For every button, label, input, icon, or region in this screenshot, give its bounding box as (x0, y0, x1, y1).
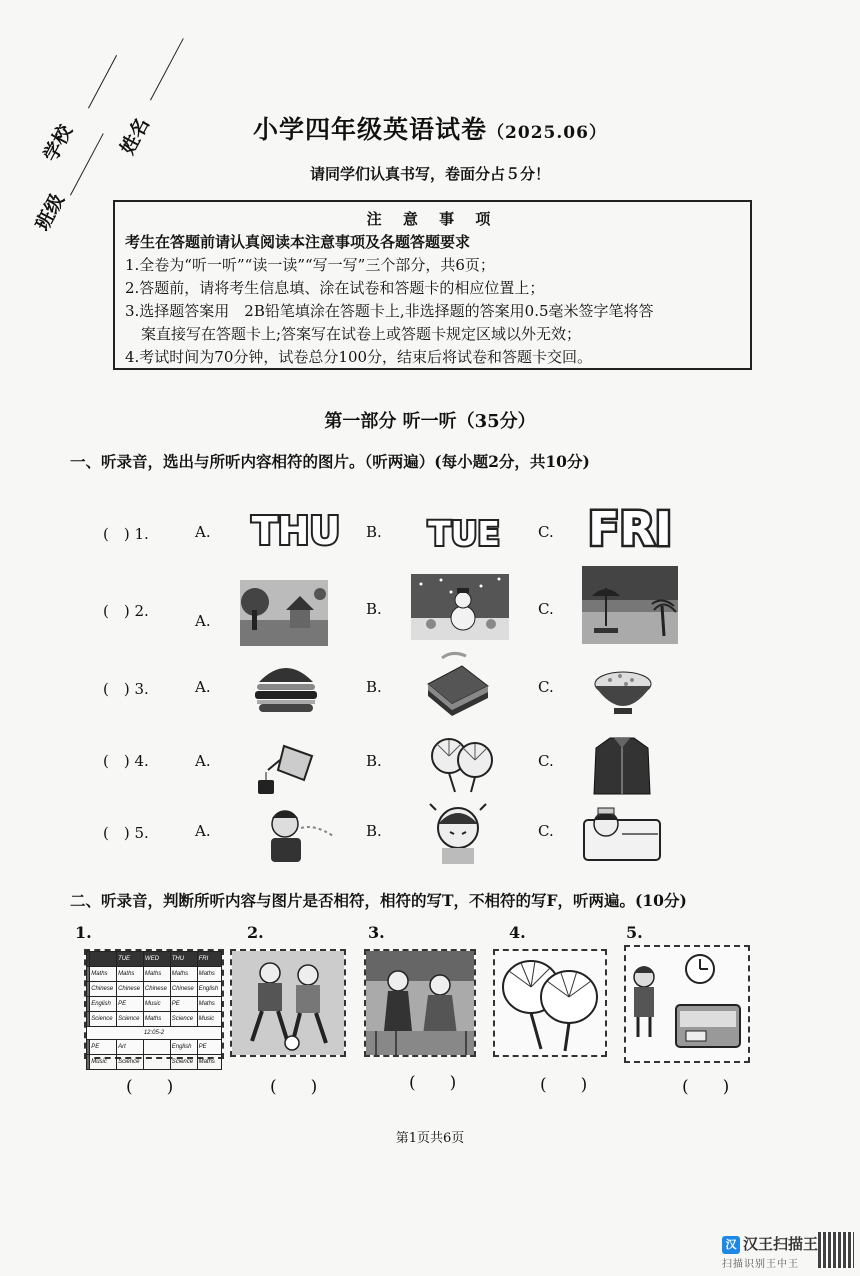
option-b: B. (366, 678, 382, 696)
option-c: C. (538, 523, 554, 541)
scanner-brand: 汉王扫描王 (743, 1235, 819, 1253)
timetable-cell: Science (170, 1012, 197, 1027)
tue-word: TUE (428, 514, 500, 553)
timetable-cell: Science (117, 1012, 144, 1027)
timetable (86, 951, 222, 1070)
option-a: A. (195, 612, 211, 630)
fans-picture (429, 736, 497, 794)
thu-word: THU (251, 509, 341, 553)
timetable-cell: English (90, 997, 117, 1012)
notice-heading: 注 意 事 项 (366, 210, 499, 228)
timetable-cell: Maths (197, 997, 221, 1012)
answer-paren[interactable]: ( ) (126, 1077, 174, 1097)
option-b: B. (366, 752, 382, 770)
option-a: A. (195, 752, 211, 770)
answer-paren[interactable]: ( ) (270, 1077, 318, 1097)
timetable-cell: Chinese (90, 982, 117, 997)
scanner-logo (722, 1233, 818, 1254)
timetable-cell: PE (170, 997, 197, 1012)
timetable-cell: Maths (170, 967, 197, 982)
beach-scene-picture (582, 566, 678, 644)
jacket-picture (590, 734, 654, 798)
school-line (88, 55, 117, 108)
pouring-water-picture (256, 740, 318, 796)
answer-paren[interactable]: ( ) (682, 1077, 730, 1097)
option-a: A. (195, 822, 211, 840)
snowman-scene-picture (411, 574, 509, 640)
fri-picture (582, 500, 678, 556)
bedroom-box (624, 945, 750, 1063)
school-label: 学校 (39, 121, 77, 166)
timetable-cell: Maths (197, 1055, 221, 1070)
notice-item: 1.全卷为“听一听”“读一读”“写一写”三个部分，共6页； (125, 256, 495, 274)
option-c: C. (538, 822, 554, 840)
option-a: A. (195, 678, 211, 696)
timetable-cell (143, 1040, 170, 1055)
timetable-cell: PE (90, 1040, 117, 1055)
option-b: B. (366, 523, 382, 541)
answer-paren[interactable]: ( ) (540, 1075, 588, 1095)
qr-code-icon (818, 1232, 854, 1268)
timetable-cell: Maths (90, 967, 117, 982)
sick-in-bed-picture (582, 800, 662, 864)
timetable-cell: 12:05-2 (87, 1027, 222, 1040)
notice-box (113, 200, 752, 370)
timetable-cell: Science (117, 1055, 144, 1070)
timetable-cell: Chinese (143, 982, 170, 997)
notice-item: 3.选择题答案用 2B铅笔填涂在答题卡上,非选择题的答案用0.5毫米签字笔将答 (125, 302, 654, 320)
timetable-cell: Music (143, 997, 170, 1012)
timetable-cell: Maths (197, 967, 221, 982)
timetable-cell: Art (117, 1040, 144, 1055)
timetable-cell: Science (170, 1055, 197, 1070)
option-c: C. (538, 678, 554, 696)
option-b: B. (366, 600, 382, 618)
title-text: 小学四年级英语试卷 (253, 115, 488, 144)
timetable-cell: FRI (197, 952, 221, 967)
question-number: ( ) 2. (103, 602, 149, 620)
notice-bold-line: 考生在答题前请认真阅读本注意事项及各题答题要求 (125, 233, 471, 251)
timetable-cell: Maths (143, 1012, 170, 1027)
scanner-badge-icon: 汉 (722, 1236, 740, 1254)
timetable-cell: Chinese (170, 982, 197, 997)
hamburger-picture (253, 658, 319, 714)
section1-title: 一、听录音，选出与所听内容相符的图片。（听两遍）(每小题2分，共10分) (70, 452, 590, 471)
notice-item: 2.答题前，请将考生信息填、涂在试卷和答题卡的相应位置上； (125, 279, 545, 297)
timetable-cell (90, 952, 117, 967)
sneezing-boy-picture (263, 804, 337, 864)
soccer-box (230, 949, 346, 1057)
headache-girl-picture (416, 796, 500, 866)
fans-box (493, 949, 607, 1057)
timetable-cell: WED (143, 952, 170, 967)
timetable-cell: THU (170, 952, 197, 967)
rice-picture (590, 662, 656, 718)
sandwich-picture (422, 650, 492, 718)
timetable-cell: Chinese (117, 982, 144, 997)
item-number: 3. (368, 923, 385, 942)
notice-item: 4.考试时间为70分钟，试卷总分100分，结束后将试卷和答题卡交回。 (125, 348, 593, 366)
page-footer: 第1页共6页 (395, 1131, 465, 1146)
item-number: 2. (247, 923, 264, 942)
timetable-cell: Maths (143, 967, 170, 982)
answer-paren[interactable]: ( ) (409, 1073, 457, 1093)
question-number: ( ) 1. (103, 525, 149, 543)
question-number: ( ) 4. (103, 752, 149, 770)
name-line (150, 38, 184, 100)
timetable-cell: Music (90, 1055, 117, 1070)
name-label: 姓名 (116, 114, 154, 159)
timetable-cell: TUE (117, 952, 144, 967)
tue-picture (421, 508, 507, 554)
children-box (364, 949, 476, 1057)
timetable-cell: PE (117, 997, 144, 1012)
option-b: B. (366, 822, 382, 840)
option-c: C. (538, 600, 554, 618)
item-number: 5. (626, 923, 643, 942)
timetable-cell (143, 1055, 170, 1070)
exam-title (0, 110, 860, 146)
scanner-slogan: 扫描识别王中王 (722, 1259, 799, 1270)
timetable-cell: PE (197, 1040, 221, 1055)
timetable-cell: English (170, 1040, 197, 1055)
bedroom-picture (626, 947, 748, 1061)
title-date: （2025.06） (487, 123, 607, 143)
timetable-cell: Science (90, 1012, 117, 1027)
timetable-cell: Maths (117, 967, 144, 982)
item-number: 4. (509, 923, 526, 942)
soccer-players-picture (232, 951, 344, 1055)
option-a: A. (195, 523, 211, 541)
timetable-cell: Music (197, 1012, 221, 1027)
question-number: ( ) 5. (103, 824, 149, 842)
thu-picture (246, 505, 346, 553)
fri-word: FRI (588, 502, 672, 556)
autumn-scene-picture (240, 580, 328, 646)
part1-title: 第一部分 听一听（35分） (324, 411, 536, 432)
timetable-box (84, 949, 224, 1065)
children-picture (366, 951, 474, 1055)
item-number: 1. (75, 923, 92, 942)
question-number: ( ) 3. (103, 680, 149, 698)
timetable-cell: English (197, 982, 221, 997)
option-c: C. (538, 752, 554, 770)
subtitle: 请同学们认真书写，卷面分占５分！ (309, 165, 550, 183)
section2-title: 二、听录音，判断所听内容与图片是否相符，相符的写T，不相符的写F，听两遍。(10分) (70, 891, 687, 910)
class-label: 班级 (31, 190, 69, 235)
notice-item: 案直接写在答题卡上;答案写在试卷上或答题卡规定区域以外无效； (141, 325, 582, 343)
fans-picture-2 (495, 951, 605, 1055)
